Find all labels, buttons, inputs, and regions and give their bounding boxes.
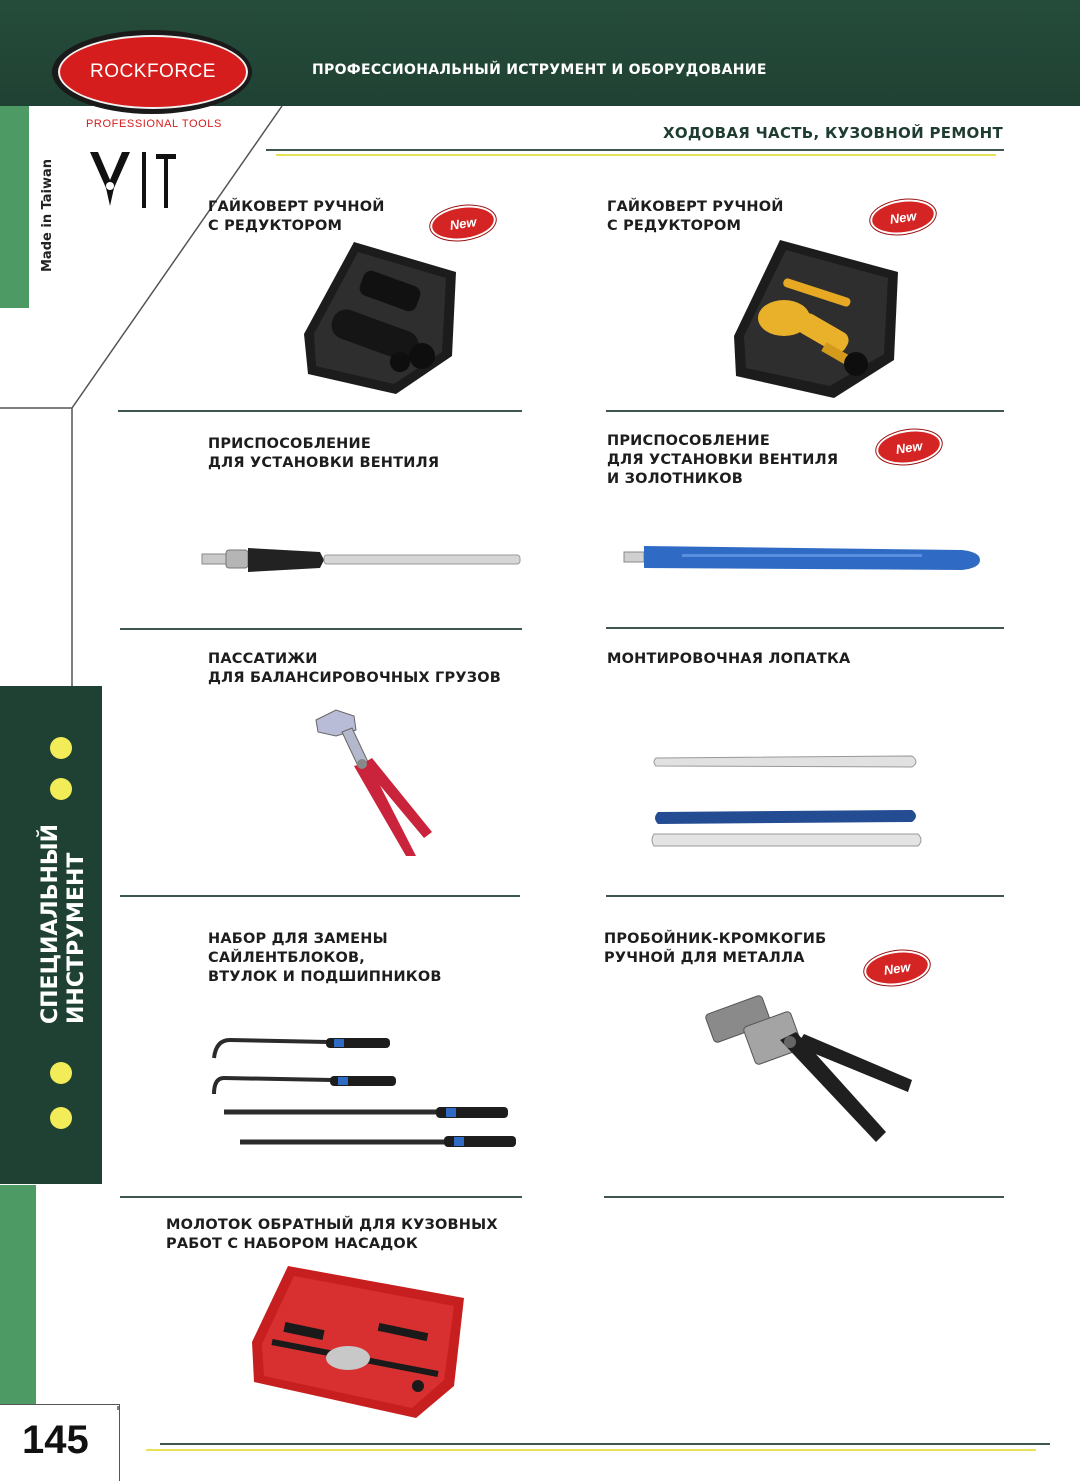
- side-label-line2: ИНСТРУМЕНТ: [64, 852, 89, 1024]
- punch-flange-tool-image: [700, 992, 916, 1158]
- divider: [120, 895, 520, 897]
- valve-installer-image: [200, 542, 524, 578]
- product-title-6: МОНТИРОВОЧНАЯ ЛОПАТКА: [607, 651, 851, 667]
- yellow-dot: [50, 778, 72, 800]
- product-title-2: ГАЙКОВЕРТ РУЧНОЙ С РЕДУКТОРОМ: [607, 199, 784, 234]
- side-label-line1: СПЕЦИАЛЬНЫЙ: [38, 823, 63, 1024]
- tools-icon: [86, 148, 186, 212]
- product-title-3: ПРИСПОСОБЛЕНИЕ ДЛЯ УСТАНОВКИ ВЕНТИЛЯ: [208, 436, 440, 471]
- page-number: 145: [22, 1418, 89, 1462]
- product-title-8: ПРОБОЙНИК-КРОМКОГИБ РУЧНОЙ ДЛЯ МЕТАЛЛА: [604, 931, 827, 966]
- divider: [606, 410, 1004, 412]
- product-title-4: ПРИСПОСОБЛЕНИЕ ДЛЯ УСТАНОВКИ ВЕНТИЛЯ И ЗОЛОТНИКОВ: [607, 433, 839, 487]
- divider: [606, 895, 1004, 897]
- impact-wrench-case-image: [300, 238, 460, 398]
- yellow-dot: [50, 737, 72, 759]
- product-title-5: ПАССАТИЖИ ДЛЯ БАЛАНСИРОВОЧНЫХ ГРУЗОВ: [208, 651, 501, 686]
- bushing-tool-set-image: [208, 1030, 524, 1156]
- impact-wrench-yellow-case-image: [730, 236, 902, 402]
- divider: [606, 627, 1004, 629]
- product-title-1: ГАЙКОВЕРТ РУЧНОЙ С РЕДУКТОРОМ: [208, 199, 385, 234]
- weight-pliers-image: [306, 706, 436, 870]
- brand-logo: [58, 35, 248, 109]
- product-title-9: МОЛОТОК ОБРАТНЫЙ ДЛЯ КУЗОВНЫХ РАБОТ С НАБОРОМ НАСАДОК: [166, 1217, 498, 1252]
- section-underline-yellow: [276, 154, 996, 156]
- yellow-dot: [50, 1107, 72, 1129]
- new-badge: New: [868, 196, 938, 239]
- side-label: [38, 824, 90, 1024]
- yellow-dot: [50, 1062, 72, 1084]
- footer-line: [160, 1443, 1050, 1445]
- new-badge: New: [428, 202, 498, 245]
- footer-line-yellow: [146, 1449, 1036, 1451]
- divider: [120, 1196, 522, 1198]
- product-title-7: НАБОР ДЛЯ ЗАМЕНЫ САЙЛЕНТБЛОКОВ, ВТУЛОК И ПОДШИПНИКОВ: [208, 931, 442, 985]
- divider: [604, 1196, 1004, 1198]
- made-in-label: Made in Taiwan: [40, 158, 55, 272]
- header-title: ПРОФЕССИОНАЛЬНЫЙ ИСТРУМЕНТ И ОБОРУДОВАНИЕ: [312, 62, 767, 78]
- slide-hammer-case-image: [248, 1262, 468, 1422]
- tire-levers-image: [650, 750, 926, 854]
- section-underline: [266, 149, 1004, 151]
- section-title: ХОДОВАЯ ЧАСТЬ, КУЗОВНОЙ РЕМОНТ: [662, 124, 1003, 142]
- divider: [118, 410, 522, 412]
- logo-subtitle: PROFESSIONAL TOOLS: [86, 118, 222, 130]
- valve-core-installer-image: [622, 540, 984, 576]
- new-badge: New: [874, 426, 944, 469]
- logo-text: ROCKFORCE: [90, 61, 216, 82]
- new-badge: New: [862, 947, 932, 990]
- divider: [120, 628, 522, 630]
